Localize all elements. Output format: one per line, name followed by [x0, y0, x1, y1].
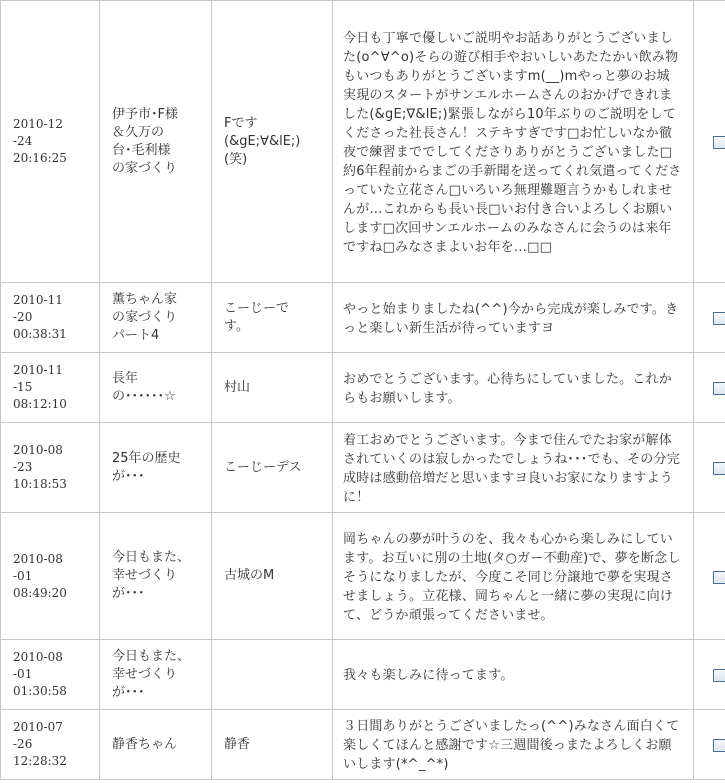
comment-author: こーじーデス: [224, 459, 302, 475]
comment-date: 2010-08 -01 01:30:58: [13, 650, 67, 698]
comment-author: 村山: [224, 379, 251, 395]
checkbox-cell: [694, 353, 725, 423]
comment-date: 2010-11 -20 00:38:31: [13, 293, 67, 341]
row-select-checkbox[interactable]: [713, 669, 725, 682]
message-cell: [333, 513, 694, 640]
title-cell: [100, 513, 212, 640]
name-cell: [212, 283, 333, 353]
comment-date: 2010-07 -26 12:28:32: [13, 720, 67, 768]
name-cell: [212, 710, 333, 780]
row-select-checkbox[interactable]: [713, 739, 725, 752]
row-select-checkbox[interactable]: [713, 136, 725, 149]
comment-message: 岡ちゃんの夢が叶うのを、我々も心から楽しみにしています。お互いに別の土地(タ○ガー不動産)で、夢を断念しそうになりましたが、今度こそ同じ分譲地で夢を実現させましょう。立花様、岡ちゃんと一緒に夢の実現に向けて、どうか頑張ってくださいませ。: [343, 531, 681, 623]
checkbox-cell: [694, 283, 725, 353]
name-cell: [212, 640, 333, 710]
row-select-checkbox[interactable]: [713, 571, 725, 584]
comment-title: 長年 の･･････☆: [112, 370, 176, 404]
message-cell: [333, 710, 694, 780]
name-cell: [212, 1, 333, 283]
row-select-checkbox[interactable]: [713, 382, 725, 395]
date-cell: [1, 710, 100, 780]
comment-author: Fです (&gE;∀&lE;) (笑): [224, 115, 301, 167]
table-row: [1, 423, 725, 513]
comment-message: 我々も楽しみに待ってます。: [343, 668, 514, 683]
comment-date: 2010-11 -15 08:12:10: [13, 363, 67, 411]
comment-message: おめでとうございます。心待ちにしていました。これからもお願いします。: [343, 371, 672, 406]
comment-title: 静香ちゃん: [112, 736, 178, 752]
comment-author: 古城のM: [224, 568, 275, 583]
date-cell: [1, 283, 100, 353]
name-cell: [212, 353, 333, 423]
comment-message: やっと始まりましたね(^^)今から完成が楽しみです。きっと楽しい新生活が待っていますヨ: [343, 301, 679, 336]
comment-date: 2010-08 -01 08:49:20: [13, 551, 67, 600]
table-row: [1, 640, 725, 710]
comment-author: こーじーで す。: [224, 300, 290, 334]
checkbox-cell: [694, 513, 725, 640]
message-cell: [333, 423, 694, 513]
checkbox-cell: [694, 710, 725, 780]
title-cell: [100, 353, 212, 423]
title-cell: [100, 283, 212, 353]
table-row: [1, 283, 725, 353]
comment-title: 25年の歴史 が･･･: [112, 450, 181, 484]
message-cell: [333, 1, 694, 283]
row-select-checkbox[interactable]: [713, 462, 725, 475]
message-cell: [333, 283, 694, 353]
title-cell: [100, 1, 212, 283]
date-cell: [1, 353, 100, 423]
comment-title: 伊予市･F様 ＆久万の 台･毛利様 の家づくり: [112, 106, 178, 176]
comment-message: ３日間ありがとうございましたっ(^^)みなさん面白くて楽しくてほんと感謝です☆三週間後っまたよろしくお願いします(*^_^*): [343, 719, 680, 772]
table-row: [1, 710, 725, 780]
row-select-checkbox[interactable]: [713, 312, 725, 325]
title-cell: [100, 640, 212, 710]
table-row: [1, 1, 725, 283]
comment-message: 今日も丁寧で優しいご説明やお話ありがとうございました(o^∀^o)そらの遊び相手やおいしいあたたかい飲み物もいつもありがとうございますm(__)mやっと夢のお城実現のスタートがサンエルホームさんのおかげできれました(&gE;∇&lE;)緊張しながら10年ぶりのご説明をしてくださった社長さん！ステキすぎです□お忙しいなか徹夜で練習まででしてくださりありがとうございました□約6年程前からまごの手新聞を送ってくれ気遣ってくださっていた立花さん□いろいろ無理難題言うかもしれませんが…これからも長い長□いお付き合いよろしくお願いします□次回サンエルホームのみなさんに会うのは来年ですね□みなさまよいお年を…□□: [343, 30, 682, 255]
name-cell: [212, 423, 333, 513]
comment-author: 静香: [224, 736, 251, 752]
title-cell: [100, 710, 212, 780]
checkbox-cell: [694, 1, 725, 283]
message-cell: [333, 353, 694, 423]
date-cell: [1, 423, 100, 513]
comment-title: 今日もまた、 幸せづくり が･･･: [112, 550, 191, 601]
date-cell: [1, 640, 100, 710]
checkbox-cell: [694, 640, 725, 710]
comment-title: 今日もまた、 幸せづくり が･･･: [112, 648, 191, 700]
table-row: [1, 353, 725, 423]
date-cell: [1, 513, 100, 640]
comment-date: 2010-12 -24 20:16:25: [13, 117, 67, 165]
comment-message: 着工おめでとうございます。今まで住んでたお家が解体されていくのは寂しかったでしょうね･･･でも、その分完成時は感動倍増だと思いますヨ良いお家になりますように！: [343, 432, 680, 505]
table-row: [1, 513, 725, 640]
message-cell: [333, 640, 694, 710]
comment-date: 2010-08 -23 10:18:53: [13, 443, 67, 491]
title-cell: [100, 423, 212, 513]
comment-title: 薫ちゃん家 の家づくり パート4: [112, 291, 178, 343]
checkbox-cell: [694, 423, 725, 513]
name-cell: [212, 513, 333, 640]
date-cell: [1, 1, 100, 283]
